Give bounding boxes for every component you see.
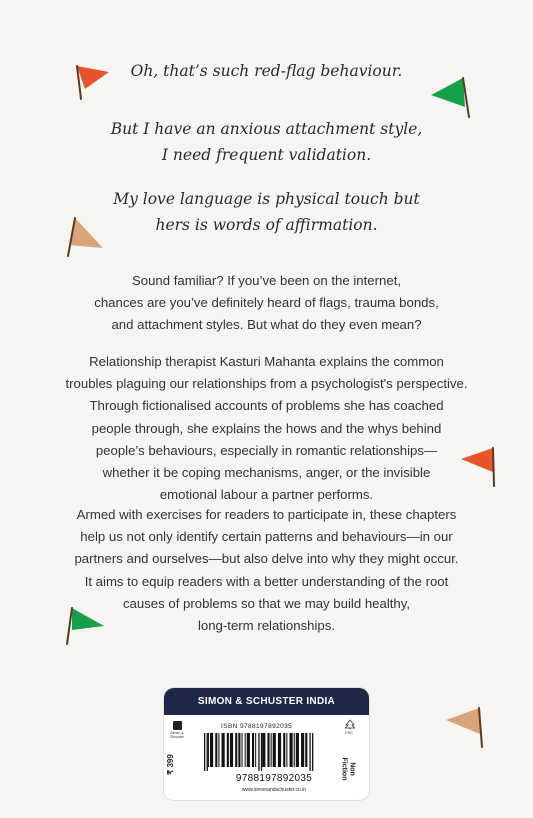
publisher-name: SIMON & SCHUSTER INDIA bbox=[197, 696, 336, 707]
red-flag-icon bbox=[458, 446, 498, 488]
isbn-number: 9788197892035 bbox=[235, 773, 313, 784]
quote-line: But I have an anxious attachment style, bbox=[110, 120, 423, 138]
category-label bbox=[339, 758, 355, 781]
blurb-line: chances are you’ve definitely heard of flags, trauma bonds, bbox=[94, 295, 439, 311]
blurb-line: Armed with exercises for readers to participate in, these chapters bbox=[76, 507, 457, 522]
blurb-line: partners and ourselves—but also delve into why they might occur. bbox=[74, 551, 459, 567]
blurb-line: It aims to equip readers with a better understanding of the root bbox=[84, 573, 449, 589]
publisher-banner bbox=[164, 688, 369, 715]
barcode-panel bbox=[164, 688, 369, 800]
publisher-logo-caption: Simon & Schuster bbox=[170, 731, 184, 739]
category-line: Fiction bbox=[340, 757, 348, 781]
tan-flag-icon bbox=[63, 214, 108, 259]
green-flag-icon bbox=[428, 74, 473, 119]
publisher-website: www.simonandschuster.co.in bbox=[241, 787, 307, 793]
barcode-panel-body bbox=[164, 715, 369, 800]
blurb-paragraph-author bbox=[40, 351, 493, 506]
blurb-line: long-term relationships. bbox=[197, 618, 336, 634]
blurb-line: Through fictionalised accounts of problems she has coached bbox=[89, 398, 444, 414]
barcode bbox=[200, 733, 350, 771]
blurb-paragraph-intro bbox=[40, 270, 493, 337]
blurb-line: whether it be coping mechanisms, anger, or the invisible bbox=[102, 465, 431, 481]
blurb-line: people through, she explains the hows and the whys behind bbox=[91, 420, 442, 436]
quote-attachment bbox=[0, 116, 533, 168]
category-line: Non bbox=[348, 762, 356, 776]
fsc-tree-icon bbox=[344, 719, 356, 730]
blurb-line: help us not only identify certain patterns and behaviours—in our bbox=[80, 529, 453, 545]
quote-line: Oh, that’s such red-flag behaviour. bbox=[130, 62, 403, 80]
tan-flag-icon bbox=[443, 704, 488, 749]
price-label: ₹ 399 bbox=[165, 754, 175, 775]
isbn-label: ISBN 9788197892035 bbox=[221, 723, 293, 730]
quote-line: I need frequent validation. bbox=[161, 146, 372, 164]
fsc-label: FSC bbox=[345, 730, 353, 735]
blurb-line: people’s behaviours, especially in romantic relationships— bbox=[95, 442, 438, 458]
blurb-line: Relationship therapist Kasturi Mahanta explains the common bbox=[89, 354, 444, 369]
quote-line: My love language is physical touch but bbox=[113, 190, 420, 208]
red-flag-icon bbox=[74, 62, 114, 102]
blurb-line: and attachment styles. But what do they even mean? bbox=[111, 317, 422, 333]
quote-line: hers is words of affirmation. bbox=[155, 216, 378, 234]
blurb-line: causes of problems so that we may build healthy, bbox=[122, 595, 411, 611]
publisher-logo-icon bbox=[173, 721, 182, 730]
blurb-line: troubles plaguing our relationships from a psychologist's perspective. bbox=[65, 376, 468, 392]
blurb-line: Sound familiar? If you’ve been on the internet, bbox=[131, 273, 402, 288]
blurb-line: emotional labour a partner performs. bbox=[159, 487, 374, 503]
green-flag-icon bbox=[60, 604, 110, 646]
